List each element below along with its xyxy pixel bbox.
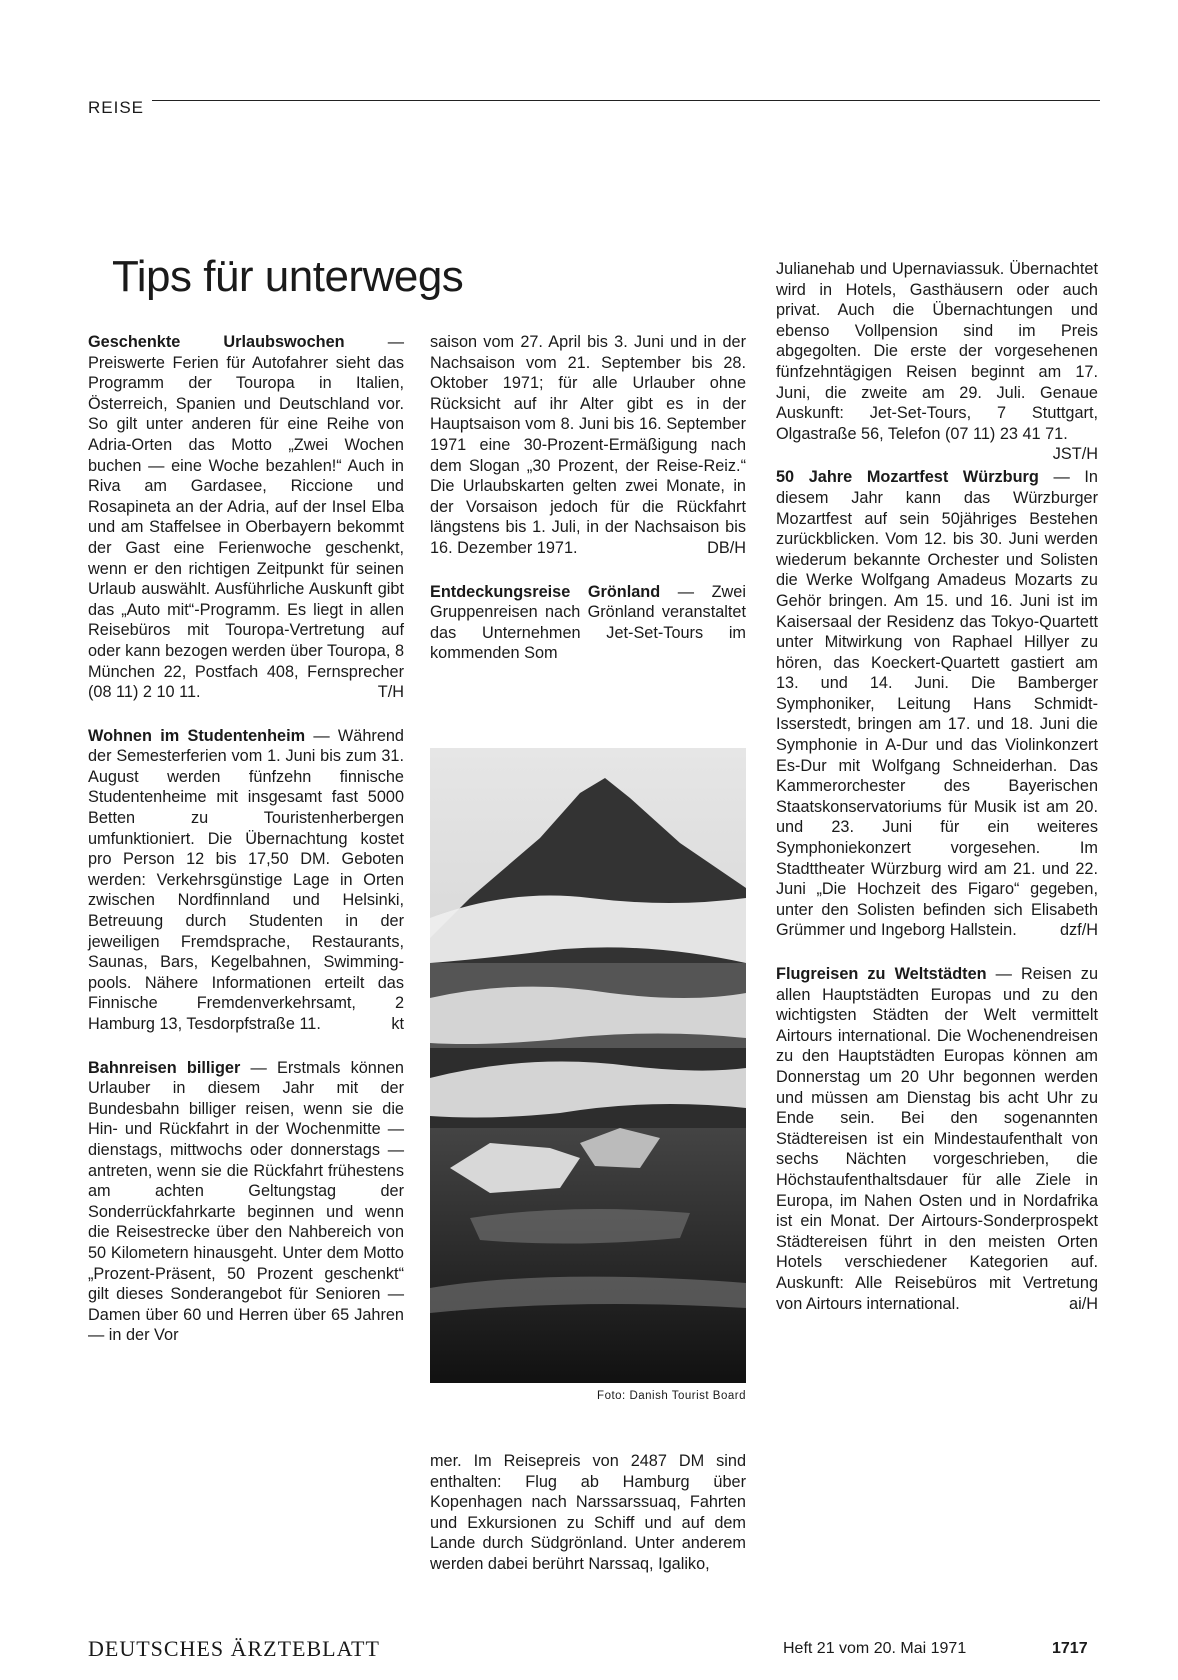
article-groenland [430, 582, 746, 664]
mountain-landscape-image [430, 748, 746, 1383]
article-groenland-continued [430, 1451, 746, 1575]
article-text: — Preiswerte Ferien für Autofahrer sieht das Programm der Touropa in Italien, Österreich, Spanien und Deutschland vor. So gilt unter anderen für eine Reihe von Adria-Orten das Motto „Zwei Wochen buchen — eine Woche bezahlen!“ Auch in Riva am Gardasee, Riccione und Rosapineta an der Adria, auf der Insel Elba und am Staffelsee in Oberbayern bekommt der Gast eine Ferienwoche geschenkt, wenn er den richtigen Zeitpunkt für seinen Urlaub auswählt. Ausführliche Auskunft gibt das „Auto mit“-Programm. Es liegt in allen Reisebüros mit Touropa-Vertretung auf oder kann bezogen werden über Touropa, 8 München 22, Postfach 408, Fernsprecher (08 11) 2 10 11. [88, 333, 404, 702]
article-groenland-continued-2 [776, 259, 1098, 464]
article-text: — Erstmals können Urlauber in diesem Jahr mit der Bundesbahn billiger reisen, wenn sie die Hin- und Rückfahrt in der Wochenmitte — dienstags, mittwochs oder donnerstags — antreten, wenn sie die Rückfahrt frühestens am achten Geltungstag der Sonderrückfahrkarte beginnen und wenn die Reisestrecke über den Nahbereich von 50 Kilometern hinausgeht. Unter dem Motto „Prozent-Präsent, 50 Prozent geschenkt“ gilt dieses Sonderangebot für Senioren — Damen über 60 und Herren über 65 Jahren — in der Vor [88, 1058, 404, 1345]
article-studenten [88, 726, 404, 1035]
article-bahn [88, 1058, 404, 1346]
article-text: — In diesem Jahr kann das Würzburger Mozartfest auf sein 50jähriges Bestehen zurückblicken. Vom 12. bis 30. Juni werden wiederum bekannte Orchester und Solisten die Werke Wolfgang Amadeus Mozarts zu Gehör bringen. Am 15. und 16. Juni ist im Kaisersaal der Residenz das Tokyo-Quartett unter Mitwirkung von Raphael Hillyer zu hören, das Koeckert-Quartett gastiert am 13. und 14. Juni. Die Bamberger Symphoniker, Leitung Hans Schmidt-Isserstedt, bringen am 17. und 18. Juni die Symphonie in A-Dur und das Violinkonzert Es-Dur mit Wolfgang Schneiderhan. Das Kammerorchester des Bayerischen Staatskonservatoriums für Musik ist am 20. und 23. Juni für ein weiteres Symphoniekonzert vorgesehen. Im Stadttheater Würzburg wird am 21. und 22. Juni „Die Hochzeit des Figaro“ gegeben, unter den Solisten befinden sich Elisabeth Grümmer und Ingeborg Hallstein. [776, 468, 1098, 940]
column-2-bottom [430, 1451, 746, 1598]
column-2-top [430, 332, 746, 687]
article-text: — Zwei Gruppenreisen nach Grönland veranstaltet das Unternehmen Jet-Set-Tours im kommenden Som [430, 582, 746, 663]
section-rule [152, 100, 1100, 101]
article-text: saison vom 27. April bis 3. Juni und in der Nachsaison vom 21. September bis 28. Oktober 1971; für alle Urlauber ohne Rücksicht auf ihr Alter gibt es in der Hauptsaison vom 8. Juni bis 16. September 1971 eine 30-Prozent-Ermäßigung nach dem Slogan „30 Prozent, der Reise-Reiz.“ Die Urlaubskarten gelten zwei Monate, in der Vorsaison jedoch für die Rückfahrt längstens bis 1. Juli, in der Nachsaison bis 16. Dezember 1971. [430, 333, 746, 557]
section-label: REISE [88, 98, 145, 117]
column-1 [88, 332, 404, 1369]
photo-caption: Foto: Danish Tourist Board [597, 1390, 746, 1402]
article-urlaub [88, 332, 404, 703]
article-sign: dzf/H [1059, 921, 1098, 940]
article-title: Wohnen im Studentenheim [88, 726, 306, 745]
article-sign: T/H [377, 683, 404, 702]
article-sign: JST/H [1052, 445, 1098, 464]
article-title: Flugreisen zu Weltstädten [776, 965, 987, 983]
article-text: — Während der Semesterferien vom 1. Juni bis zum 31. August werden fünfzehn finnische Studentenheime mit insgesamt fast 5000 Betten zu Touristenherbergen umfunktioniert. Die Übernachtung kostet pro Person 12 bis 17,50 DM. Geboten werden: Verkehrsgünstige Lage in Orten zwischen Nordfinnland und Helsinki, Betreuung durch Studenten in der jeweiligen Fremdsprache, Restaurants, Saunas, Bars, Kegelbahnen, Swimming-pools. Nähere Informationen erteilt das Finnische Fremdenverkehrsamt, 2 Hamburg 13, Tesdorpfstraße 11. [88, 726, 404, 1033]
article-text: mer. Im Reisepreis von 2487 DM sind enthalten: Flug ab Hamburg über Kopenhagen nach Narssarssuaq, Fahrten und Exkursionen zu Schiff und auf dem Lande durch Südgrönland. Unter anderem werden dabei berührt Narssaq, Igaliko, [430, 1452, 746, 1573]
article-text: Julianehab und Upernaviassuk. Übernachtet wird in Hotels, Gasthäusern oder auch privat. Auch die Übernachtungen und ebenso Vollpension sind im Preis abgegolten. Die erste der vorgesehenen fünfzehntägigen Reisen beginnt am 17. Juni, die zweite am 29. Juli. Genaue Auskunft: Jet-Set-Tours, 7 Stuttgart, Olgastraße 56, Telefon (07 11) 23 41 71. [776, 260, 1098, 443]
article-title: 50 Jahre Mozartfest Würzburg [776, 468, 1039, 487]
article-text: — Reisen zu allen Hauptstädten Europas und zu den wichtigsten Städten der Welt vermittelt Airtours international. Die Wochenendreisen zu den Hauptstädten Europas können am Donnerstag um 20 Uhr begonnen werden und müssen am Dienstag bis acht Uhr zu Ende sein. Bei den sogenannten Städtereisen ist ein Mindestaufenthalt von sechs Nächten vorgeschrieben, die Höchstaufenthaltsdauer für alle Ziele in Europa, im Nahen Osten und in Nordafrika ist ein Monat. Der Airtours-Sonderprospekt Städtereisen führt in den meisten Orten Hotels verschiedener Kategorien auf. Auskunft: Alle Reisebüros mit Vertretung von Airtours international. [776, 965, 1099, 1313]
greenland-photo [430, 748, 746, 1383]
article-mozart [776, 467, 1098, 941]
article-sign: ai/H [1069, 1294, 1098, 1313]
article-sign: DB/H [707, 538, 746, 557]
issue-info: Heft 21 vom 20. Mai 1971 [783, 1640, 967, 1657]
article-bahn-continued [430, 332, 746, 559]
publication-name: DEUTSCHES ÄRZTEBLATT [88, 1636, 380, 1661]
article-flug [776, 964, 1098, 1314]
article-sign: kt [391, 1015, 404, 1033]
page-title: Tips für unterwegs [112, 252, 464, 301]
article-title: Bahnreisen billiger [88, 1058, 241, 1077]
page-number: 1717 [1052, 1640, 1088, 1657]
article-title: Geschenkte Urlaubswochen [88, 333, 345, 351]
article-title: Entdeckungsreise Grönland [430, 582, 661, 601]
column-3 [776, 259, 1098, 1337]
